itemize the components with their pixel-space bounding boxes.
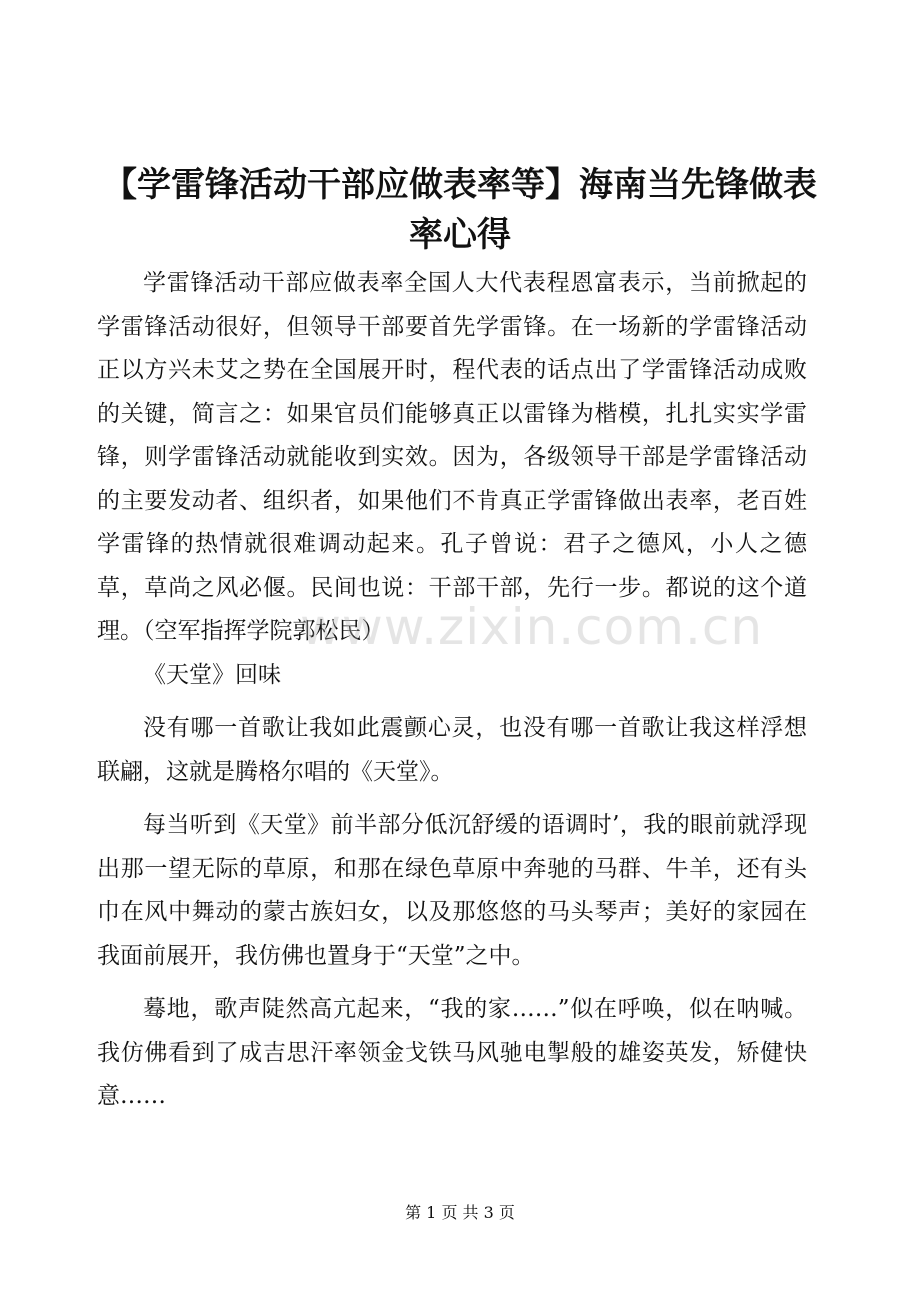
document-title: 【学雷锋活动干部应做表率等】海南当先锋做表率心得 [103, 165, 817, 255]
paragraph-1: 学雷锋活动干部应做表率全国人大代表程恩富表示，当前掀起的学雷锋活动很好，但领导干部要首先学雷锋。在一场新的学雷锋活动正以方兴未艾之势在全国展开时，程代表的话点出了学雷锋活动成败的关键，简言之：如果官员们能够真正以雷锋为楷模，扎扎实实学雷锋，则学雷锋活动就能收到实效。因为，各级领导干部是学雷锋活动的主要发动者、组织者，如果他们不肯真正学雷锋做出表率，老百姓学雷锋的热情就很难调动起来。孔子曾说：君子之德风，小人之德草，草尚之风必偃。民间也说：干部干部，先行一步。都说的这个道理。（空军指挥学院郭松民） [97, 270, 807, 644]
paragraph-3: 没有哪一首歌让我如此震颤心灵，也没有哪一首歌让我这样浮想联翩，这就是腾格尔唱的《天堂》。 [97, 715, 807, 785]
document-body [97, 262, 807, 1119]
page-footer: 第 1 页 共 3 页 [405, 1203, 515, 1222]
paragraph-2: 《天堂》回味 [143, 661, 281, 688]
watermark: www.zixin.com.cn [300, 598, 764, 656]
paragraph-5: 蓦地，歌声陡然高亢起来，“我的家……”似在呼唤，似在呐喊。我仿佛看到了成吉思汗率领金戈铁马风驰电掣般的雄姿英发，矫健快意…… [97, 996, 807, 1109]
paragraph-4: 每当听到《天堂》前半部分低沉舒缓的语调时’，我的眼前就浮现出那一望无际的草原，和那在绿色草原中奔驰的马群、牛羊，还有头巾在风中舞动的蒙古族妇女，以及那悠悠的马头琴声；美好的家园在我面前展开，我仿佛也置身于“天堂”之中。 [97, 812, 807, 969]
